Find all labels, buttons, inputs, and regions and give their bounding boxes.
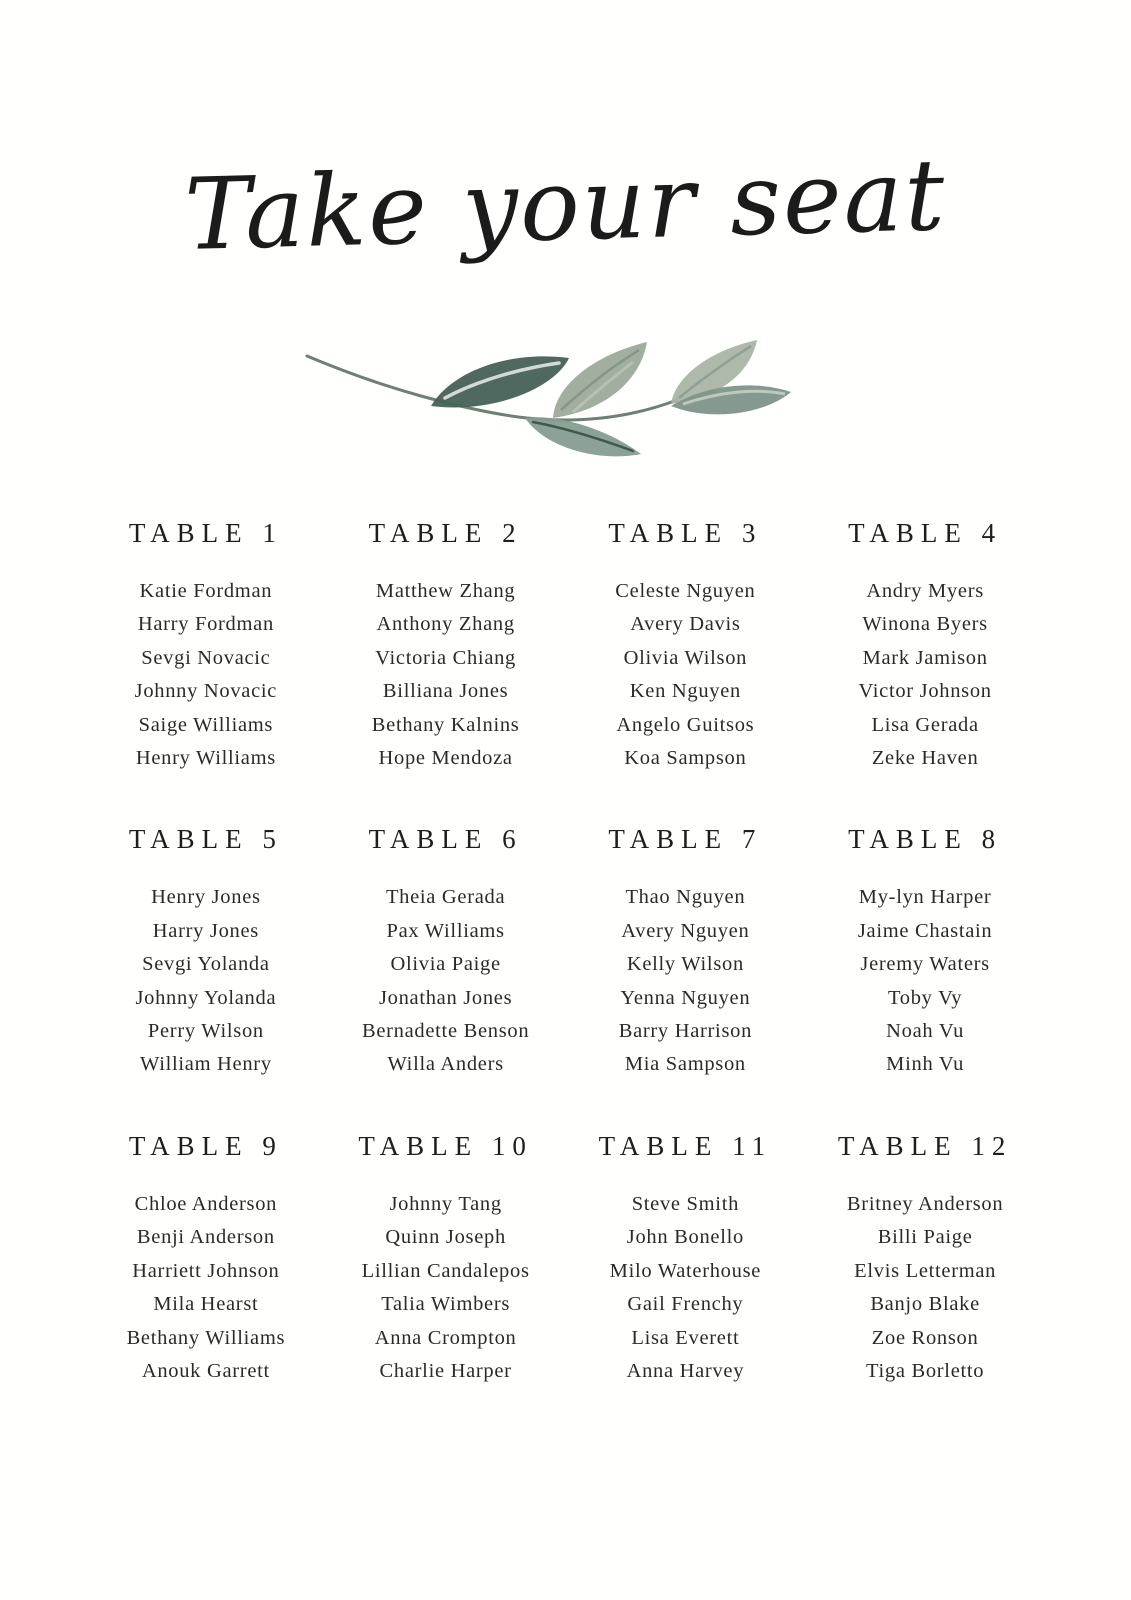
guest-name: Gail Frenchy: [627, 1293, 744, 1316]
guest-name: Victoria Chiang: [375, 646, 517, 669]
guest-name: Tiga Borletto: [865, 1359, 985, 1382]
guest-name: Avery Nguyen: [621, 919, 750, 942]
guest-list: [86, 881, 326, 1081]
guest-name: Toby Vy: [887, 986, 963, 1009]
guest-list: [566, 575, 806, 775]
guest-name: Winona Byers: [862, 613, 988, 636]
table-label: TABLE 5: [128, 824, 283, 855]
guest-name: Charlie Harper: [379, 1359, 512, 1382]
table-card: [805, 824, 1045, 1081]
guest-name: Ken Nguyen: [629, 680, 741, 703]
guest-name: Billi Paige: [877, 1226, 973, 1249]
guest-name: Minh Vu: [886, 1053, 965, 1076]
guest-name: Johnny Novacic: [134, 680, 278, 703]
guest-name: Steve Smith: [631, 1192, 740, 1215]
guest-name: Avery Davis: [630, 613, 741, 636]
guest-name: My-lyn Harper: [858, 886, 992, 909]
table-card: [86, 824, 326, 1081]
guest-name: Jeremy Waters: [860, 953, 990, 976]
table-card: [86, 1131, 326, 1388]
table-card: [566, 824, 806, 1081]
guest-name: Celeste Nguyen: [615, 580, 756, 602]
guest-name: Harry Fordman: [137, 613, 274, 636]
table-card: [86, 518, 326, 775]
table-card: [805, 518, 1045, 775]
guest-name: Chloe Anderson: [134, 1192, 278, 1215]
guest-name: Noah Vu: [886, 1020, 965, 1043]
table-label: TABLE 11: [598, 1130, 773, 1161]
guest-name: Harry Jones: [152, 919, 259, 942]
guest-name: Barry Harrison: [618, 1020, 753, 1043]
table-label: TABLE 2: [368, 518, 523, 548]
table-label: TABLE 3: [608, 518, 763, 548]
guest-name: Saige Williams: [138, 713, 274, 736]
guest-list: [805, 1188, 1045, 1388]
guest-name: Olivia Paige: [390, 953, 501, 976]
guest-list: [805, 575, 1045, 775]
table-card: [326, 1131, 566, 1388]
guest-name: Elvis Letterman: [854, 1259, 997, 1282]
guest-name: Sevgi Novacic: [141, 646, 271, 669]
guest-name: Milo Waterhouse: [609, 1259, 762, 1282]
guest-name: Pax Williams: [386, 919, 505, 942]
guest-name: Anna Crompton: [374, 1326, 517, 1349]
guest-list: [326, 1188, 566, 1388]
table-label: TABLE 12: [837, 1130, 1013, 1161]
guest-name: Yenna Nguyen: [620, 986, 751, 1009]
guest-name: Lisa Gerada: [871, 713, 979, 736]
guest-name: Bernadette Benson: [361, 1020, 530, 1043]
guest-name: Mia Sampson: [624, 1053, 746, 1076]
guest-name: Koa Sampson: [624, 747, 747, 770]
table-card: [566, 518, 806, 775]
guest-name: Victor Johnson: [858, 680, 992, 703]
guest-name: Willa Anders: [387, 1053, 504, 1076]
guest-name: Zeke Haven: [871, 747, 979, 770]
guest-name: Talia Wimbers: [381, 1293, 511, 1316]
table-label: TABLE 4: [848, 518, 1003, 548]
guest-name: Angelo Guitsos: [616, 713, 755, 736]
guest-name: Mila Hearst: [153, 1293, 259, 1316]
guest-name: Hope Mendoza: [378, 747, 513, 770]
table-card: [805, 1131, 1045, 1388]
guest-name: Zoe Ronson: [871, 1326, 979, 1349]
page-title: Take your seat: [183, 138, 948, 273]
guest-list: [326, 575, 566, 775]
guest-name: Henry Williams: [135, 747, 276, 770]
guest-name: Anna Harvey: [626, 1359, 745, 1382]
table-card: [566, 1131, 806, 1388]
guest-name: Johnny Yolanda: [135, 986, 277, 1009]
guest-name: Andry Myers: [866, 580, 984, 602]
guest-list: [86, 575, 326, 775]
guest-name: Harriett Johnson: [132, 1259, 280, 1282]
guest-list: [805, 881, 1045, 1081]
guest-name: Perry Wilson: [147, 1020, 264, 1043]
guest-list: [86, 1188, 326, 1388]
guest-name: Bethany Williams: [126, 1326, 286, 1349]
guest-name: Britney Anderson: [846, 1192, 1004, 1215]
table-label: TABLE 10: [358, 1130, 533, 1161]
guest-list: [566, 881, 806, 1081]
guest-name: Mark Jamison: [862, 646, 988, 669]
guest-name: Henry Jones: [151, 886, 261, 909]
guest-name: Matthew Zhang: [375, 580, 516, 602]
eucalyptus-branch-illustration: [303, 330, 795, 470]
table-label: TABLE 8: [848, 824, 1003, 855]
guest-name: Jaime Chastain: [857, 919, 993, 942]
tables-grid: [86, 518, 1045, 1388]
guest-name: Thao Nguyen: [625, 886, 746, 909]
guest-name: Lisa Everett: [631, 1326, 740, 1349]
table-card: [326, 518, 566, 775]
table-label: TABLE 1: [128, 518, 283, 548]
guest-name: Billiana Jones: [382, 680, 509, 703]
guest-name: Banjo Blake: [870, 1293, 980, 1316]
table-card: [326, 824, 566, 1081]
guest-name: Benji Anderson: [136, 1226, 275, 1249]
guest-name: Anthony Zhang: [376, 613, 515, 636]
guest-name: Olivia Wilson: [623, 646, 748, 669]
guest-name: John Bonello: [626, 1226, 744, 1249]
table-label: TABLE 9: [128, 1130, 283, 1161]
guest-name: Johnny Tang: [389, 1192, 502, 1215]
guest-name: Bethany Kalnins: [371, 713, 520, 736]
table-label: TABLE 7: [608, 824, 763, 855]
table-label: TABLE 6: [368, 824, 523, 855]
guest-list: [326, 881, 566, 1081]
guest-name: William Henry: [139, 1053, 272, 1076]
guest-name: Jonathan Jones: [378, 986, 513, 1009]
guest-name: Theia Gerada: [385, 886, 506, 909]
guest-name: Katie Fordman: [139, 580, 273, 602]
guest-name: Lillian Candalepos: [361, 1259, 530, 1282]
guest-name: Anouk Garrett: [141, 1359, 270, 1382]
guest-name: Sevgi Yolanda: [142, 953, 270, 976]
guest-name: Quinn Joseph: [385, 1226, 506, 1249]
guest-list: [566, 1188, 806, 1388]
guest-name: Kelly Wilson: [626, 953, 744, 976]
